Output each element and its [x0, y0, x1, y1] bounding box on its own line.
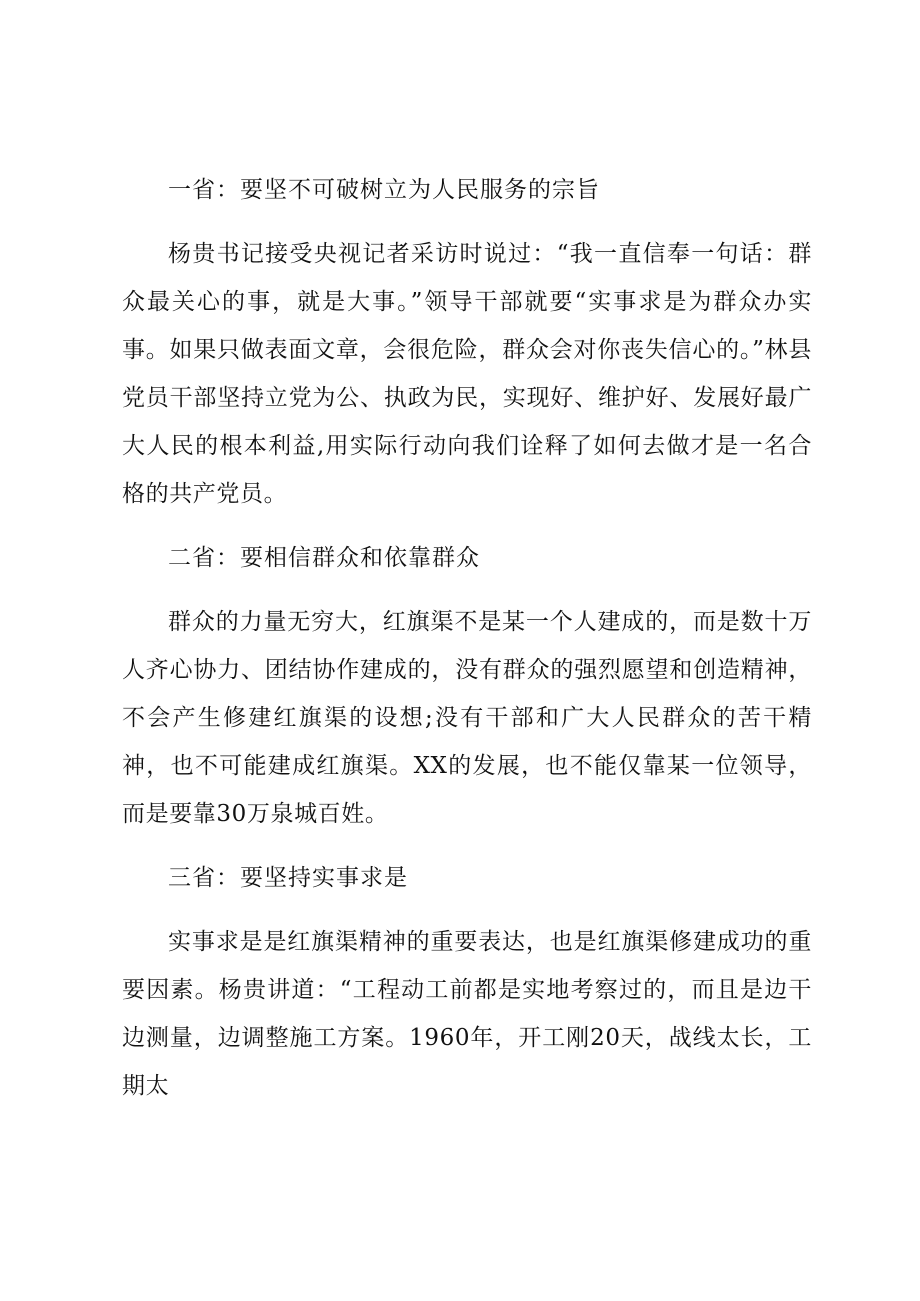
- document-body: [122, 166, 812, 1110]
- section-paragraph-2: 群众的力量无穷大，红旗渠不是某一个人建成的，而是数十万人齐心协力、团结协作建成的，没有群众的强烈愿望和创造精神，不会产生修建红旗渠的设想;没有干部和广大人民群众的苦干精神，也不可能建成红旗渠。XX的发展，也不能仅靠某一位领导，而是要靠30万泉城百姓。: [122, 609, 812, 827]
- section-heading-1: 一省：要坚不可破树立为人民服务的宗旨: [168, 177, 600, 203]
- section-heading-3: 三省：要坚持实事求是: [168, 865, 408, 891]
- section-heading-2: 二省：要相信群众和依靠群众: [168, 545, 480, 571]
- section-paragraph-3: 实事求是是红旗渠精神的重要表达，也是红旗渠修建成功的重要因素。杨贵讲道：“工程动工前都是实地考察过的，而且是边干边测量，边调整施工方案。1960年，开工刚20天，战线太长，工期太: [122, 929, 812, 1099]
- section-paragraph-1: 杨贵书记接受央视记者采访时说过：“我一直信奉一句话：群众最关心的事，就是大事。”领导干部就要“实事求是为群众办实事。如果只做表面文章，会很危险，群众会对你丧失信心的。”林县党员干部坚持立党为公、执政为民，实现好、维护好、发展好最广大人民的根本利益,用实际行动向我们诠释了如何去做才是一名合格的共产党员。: [122, 241, 812, 507]
